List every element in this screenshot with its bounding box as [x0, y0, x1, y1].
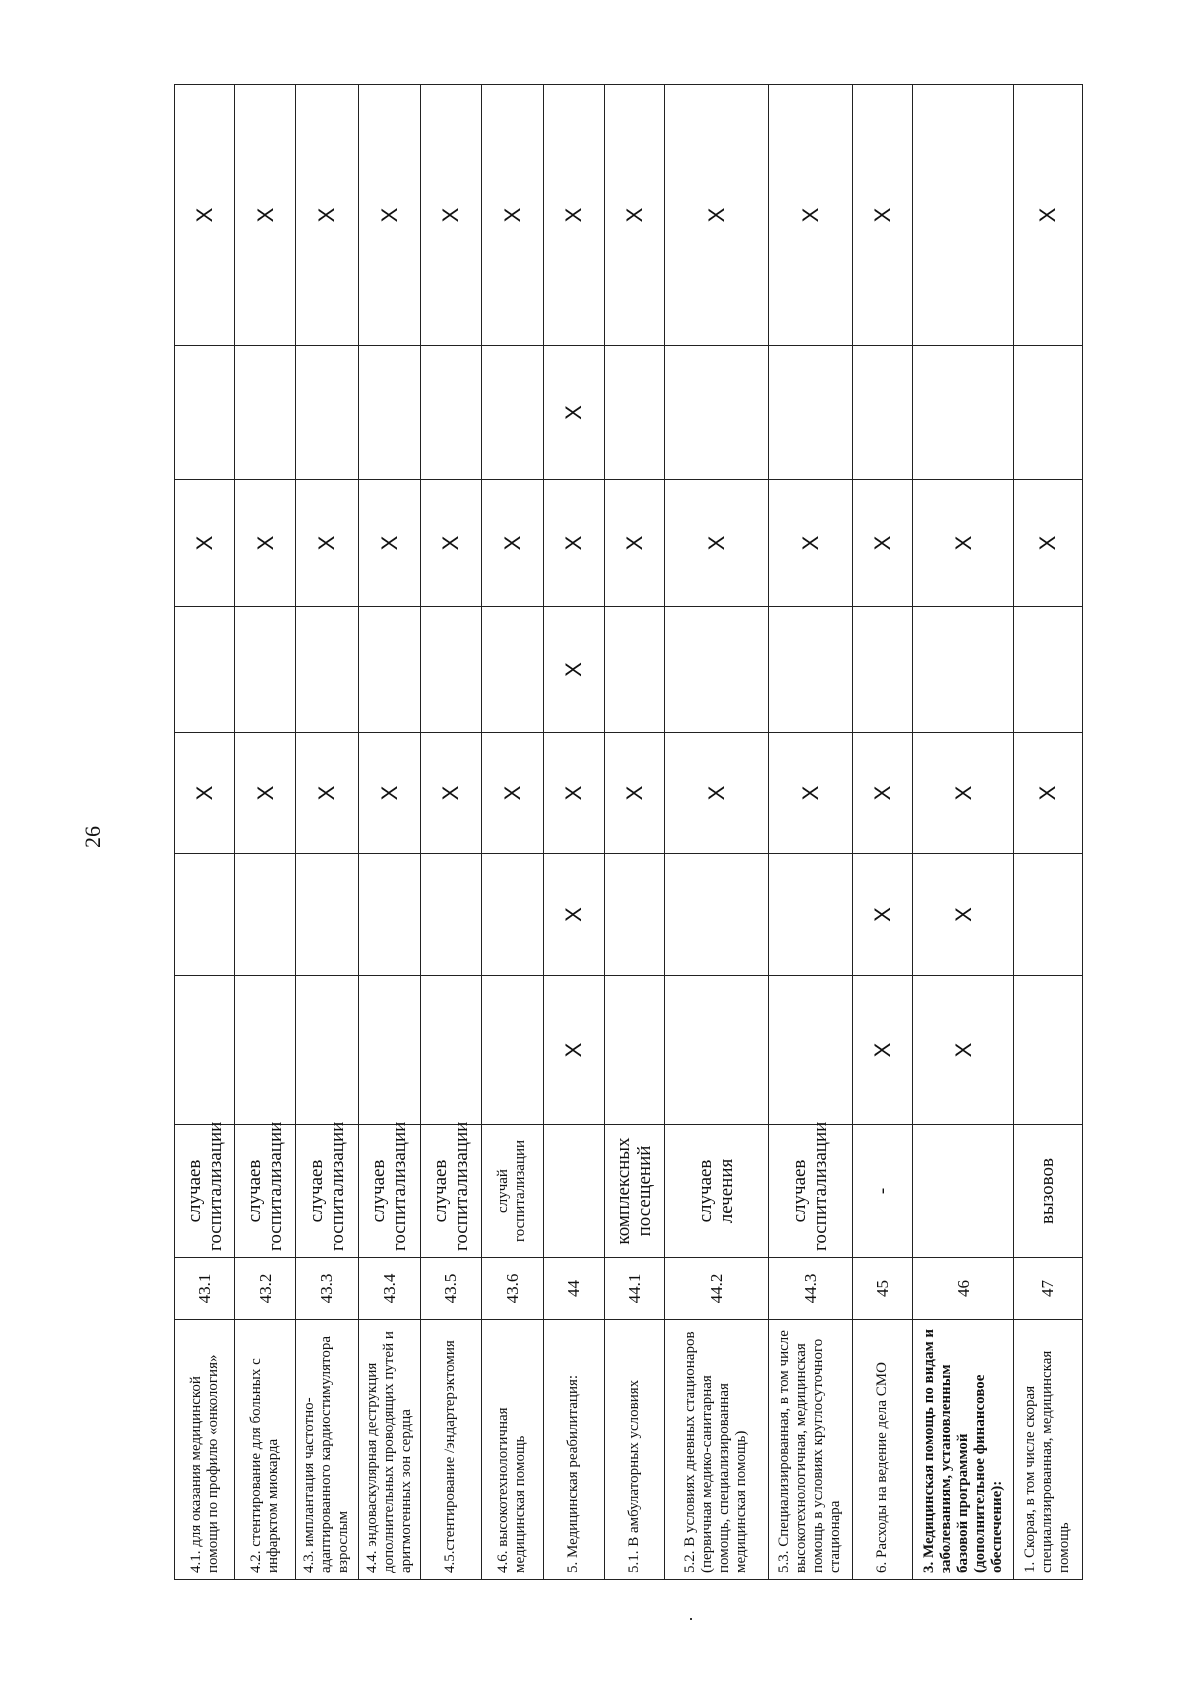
row-name: 4.1. для оказания медицинской помощи по профилю «онкология»	[175, 1320, 235, 1580]
cell-mark	[481, 854, 544, 976]
cell-mark	[358, 346, 421, 480]
cell-mark: X	[235, 733, 295, 854]
cell-mark: X	[544, 854, 604, 976]
cell-mark	[175, 976, 235, 1125]
row-unit: случай госпитализации	[481, 1125, 544, 1258]
cell-mark: X	[544, 480, 604, 607]
row-number: 43.3	[295, 1258, 358, 1320]
cell-mark	[913, 607, 1013, 733]
row-name: 5.2. В условиях дневных стационаров (первичная медико-санитарная помощь, специализированная медицинская помощь)	[665, 1320, 769, 1580]
cell-mark: X	[768, 85, 852, 346]
data-table	[174, 84, 1083, 1580]
cell-mark	[175, 346, 235, 480]
row-number: 47	[1013, 1258, 1082, 1320]
cell-mark	[768, 346, 852, 480]
row-number: 44.2	[665, 1258, 769, 1320]
row-unit: случаев лечения	[665, 1125, 769, 1258]
cell-mark	[295, 854, 358, 976]
cell-mark: X	[604, 480, 664, 607]
cell-mark: X	[544, 976, 604, 1125]
cell-mark: X	[665, 733, 769, 854]
row-number: 43.6	[481, 1258, 544, 1320]
table-row	[358, 85, 421, 1580]
row-unit: случаев госпитализации	[358, 1125, 421, 1258]
cell-mark	[421, 346, 481, 480]
cell-mark	[913, 85, 1013, 346]
scan-speck	[690, 1618, 692, 1620]
table-row	[913, 85, 1013, 1580]
table-row	[295, 85, 358, 1580]
cell-mark: X	[481, 85, 544, 346]
cell-mark: X	[913, 976, 1013, 1125]
cell-mark: X	[358, 733, 421, 854]
cell-mark: X	[544, 85, 604, 346]
cell-mark	[175, 607, 235, 733]
row-name: 4.5.стентирование /эндартерэктомия	[421, 1320, 481, 1580]
row-name: 4.6. высокотехнологичная медицинская помощь	[481, 1320, 544, 1580]
cell-mark: X	[175, 733, 235, 854]
cell-mark	[665, 854, 769, 976]
cell-mark: X	[544, 607, 604, 733]
row-number: 43.4	[358, 1258, 421, 1320]
cell-mark: X	[852, 854, 912, 976]
cell-mark: X	[913, 733, 1013, 854]
cell-mark	[295, 607, 358, 733]
cell-mark	[421, 854, 481, 976]
cell-mark: X	[768, 733, 852, 854]
row-name: 4.2. стентирование для больных с инфарктом миокарда	[235, 1320, 295, 1580]
cell-mark	[175, 854, 235, 976]
row-unit: случаев госпитализации	[235, 1125, 295, 1258]
row-unit: случаев госпитализации	[421, 1125, 481, 1258]
row-number: 43.1	[175, 1258, 235, 1320]
cell-mark: X	[1013, 85, 1082, 346]
cell-mark: X	[1013, 480, 1082, 607]
table-row	[421, 85, 481, 1580]
cell-mark: X	[235, 480, 295, 607]
cell-mark	[604, 607, 664, 733]
cell-mark	[768, 854, 852, 976]
cell-mark	[1013, 854, 1082, 976]
cell-mark	[481, 976, 544, 1125]
table-row	[175, 85, 235, 1580]
cell-mark: X	[544, 346, 604, 480]
cell-mark	[481, 607, 544, 733]
page-number: 26	[80, 826, 105, 848]
row-number: 44.1	[604, 1258, 664, 1320]
cell-mark	[421, 607, 481, 733]
table-row	[544, 85, 604, 1580]
row-unit: вызовов	[1013, 1125, 1082, 1258]
cell-mark	[358, 854, 421, 976]
table-row	[768, 85, 852, 1580]
row-name: 4.4. эндоваскулярная деструкция дополнительных проводящих путей и аритмогенных зон сердца	[358, 1320, 421, 1580]
cell-mark: X	[295, 733, 358, 854]
cell-mark	[604, 976, 664, 1125]
cell-mark: X	[852, 976, 912, 1125]
row-number: 43.5	[421, 1258, 481, 1320]
cell-mark: X	[295, 480, 358, 607]
cell-mark: X	[1013, 733, 1082, 854]
row-unit	[913, 1125, 1013, 1258]
cell-mark	[768, 976, 852, 1125]
row-unit	[544, 1125, 604, 1258]
cell-mark: X	[175, 480, 235, 607]
cell-mark	[852, 346, 912, 480]
cell-mark	[665, 976, 769, 1125]
table-row	[235, 85, 295, 1580]
row-number: 43.2	[235, 1258, 295, 1320]
row-number: 44.3	[768, 1258, 852, 1320]
cell-mark	[235, 976, 295, 1125]
row-name: 5.3. Специализированная, в том числе высокотехнологичная, медицинская помощь в условиях круглосуточного стационара	[768, 1320, 852, 1580]
cell-mark: X	[421, 85, 481, 346]
cell-mark	[295, 346, 358, 480]
row-name: 4.3. имплантация частотно-адаптированного кардиостимулятора взрослым	[295, 1320, 358, 1580]
cell-mark	[235, 854, 295, 976]
row-name: 5.1. В амбулаторных условиях	[604, 1320, 664, 1580]
row-unit: случаев госпитализации	[175, 1125, 235, 1258]
row-unit: случаев госпитализации	[768, 1125, 852, 1258]
rotated-table-container	[174, 85, 1083, 1580]
row-number: 44	[544, 1258, 604, 1320]
cell-mark: X	[913, 480, 1013, 607]
cell-mark: X	[913, 854, 1013, 976]
cell-mark: X	[295, 85, 358, 346]
row-number: 45	[852, 1258, 912, 1320]
cell-mark	[235, 607, 295, 733]
cell-mark: X	[358, 85, 421, 346]
cell-mark: X	[544, 733, 604, 854]
row-unit: -	[852, 1125, 912, 1258]
cell-mark	[852, 607, 912, 733]
cell-mark: X	[604, 733, 664, 854]
row-name: 6. Расходы на ведение дела СМО	[852, 1320, 912, 1580]
cell-mark	[1013, 976, 1082, 1125]
cell-mark: X	[852, 85, 912, 346]
cell-mark: X	[852, 480, 912, 607]
table-row	[604, 85, 664, 1580]
row-name: 5. Медицинская реабилитация:	[544, 1320, 604, 1580]
cell-mark: X	[852, 733, 912, 854]
cell-mark	[604, 854, 664, 976]
cell-mark	[768, 607, 852, 733]
cell-mark	[913, 346, 1013, 480]
table-row	[852, 85, 912, 1580]
cell-mark	[1013, 346, 1082, 480]
row-name: 3. Медицинская помощь по видам и заболеваниям, установленным базовой программой (дополнительное финансовое обеспечение):	[913, 1320, 1013, 1580]
cell-mark	[1013, 607, 1082, 733]
cell-mark: X	[604, 85, 664, 346]
row-name: 1. Скорая, в том числе скорая специализированная, медицинская помощь	[1013, 1320, 1082, 1580]
cell-mark: X	[421, 733, 481, 854]
table-row	[665, 85, 769, 1580]
cell-mark: X	[481, 480, 544, 607]
cell-mark	[665, 607, 769, 733]
cell-mark: X	[768, 480, 852, 607]
table-row	[481, 85, 544, 1580]
table-row	[1013, 85, 1082, 1580]
cell-mark	[358, 976, 421, 1125]
cell-mark	[604, 346, 664, 480]
cell-mark: X	[665, 480, 769, 607]
cell-mark	[665, 346, 769, 480]
cell-mark: X	[421, 480, 481, 607]
row-unit: случаев госпитализации	[295, 1125, 358, 1258]
table-body	[175, 85, 1083, 1580]
cell-mark	[295, 976, 358, 1125]
cell-mark	[421, 976, 481, 1125]
cell-mark: X	[175, 85, 235, 346]
cell-mark: X	[665, 85, 769, 346]
row-unit: комплексных посещений	[604, 1125, 664, 1258]
row-number: 46	[913, 1258, 1013, 1320]
cell-mark	[481, 346, 544, 480]
cell-mark: X	[235, 85, 295, 346]
cell-mark: X	[358, 480, 421, 607]
cell-mark: X	[481, 733, 544, 854]
cell-mark	[358, 607, 421, 733]
cell-mark	[235, 346, 295, 480]
